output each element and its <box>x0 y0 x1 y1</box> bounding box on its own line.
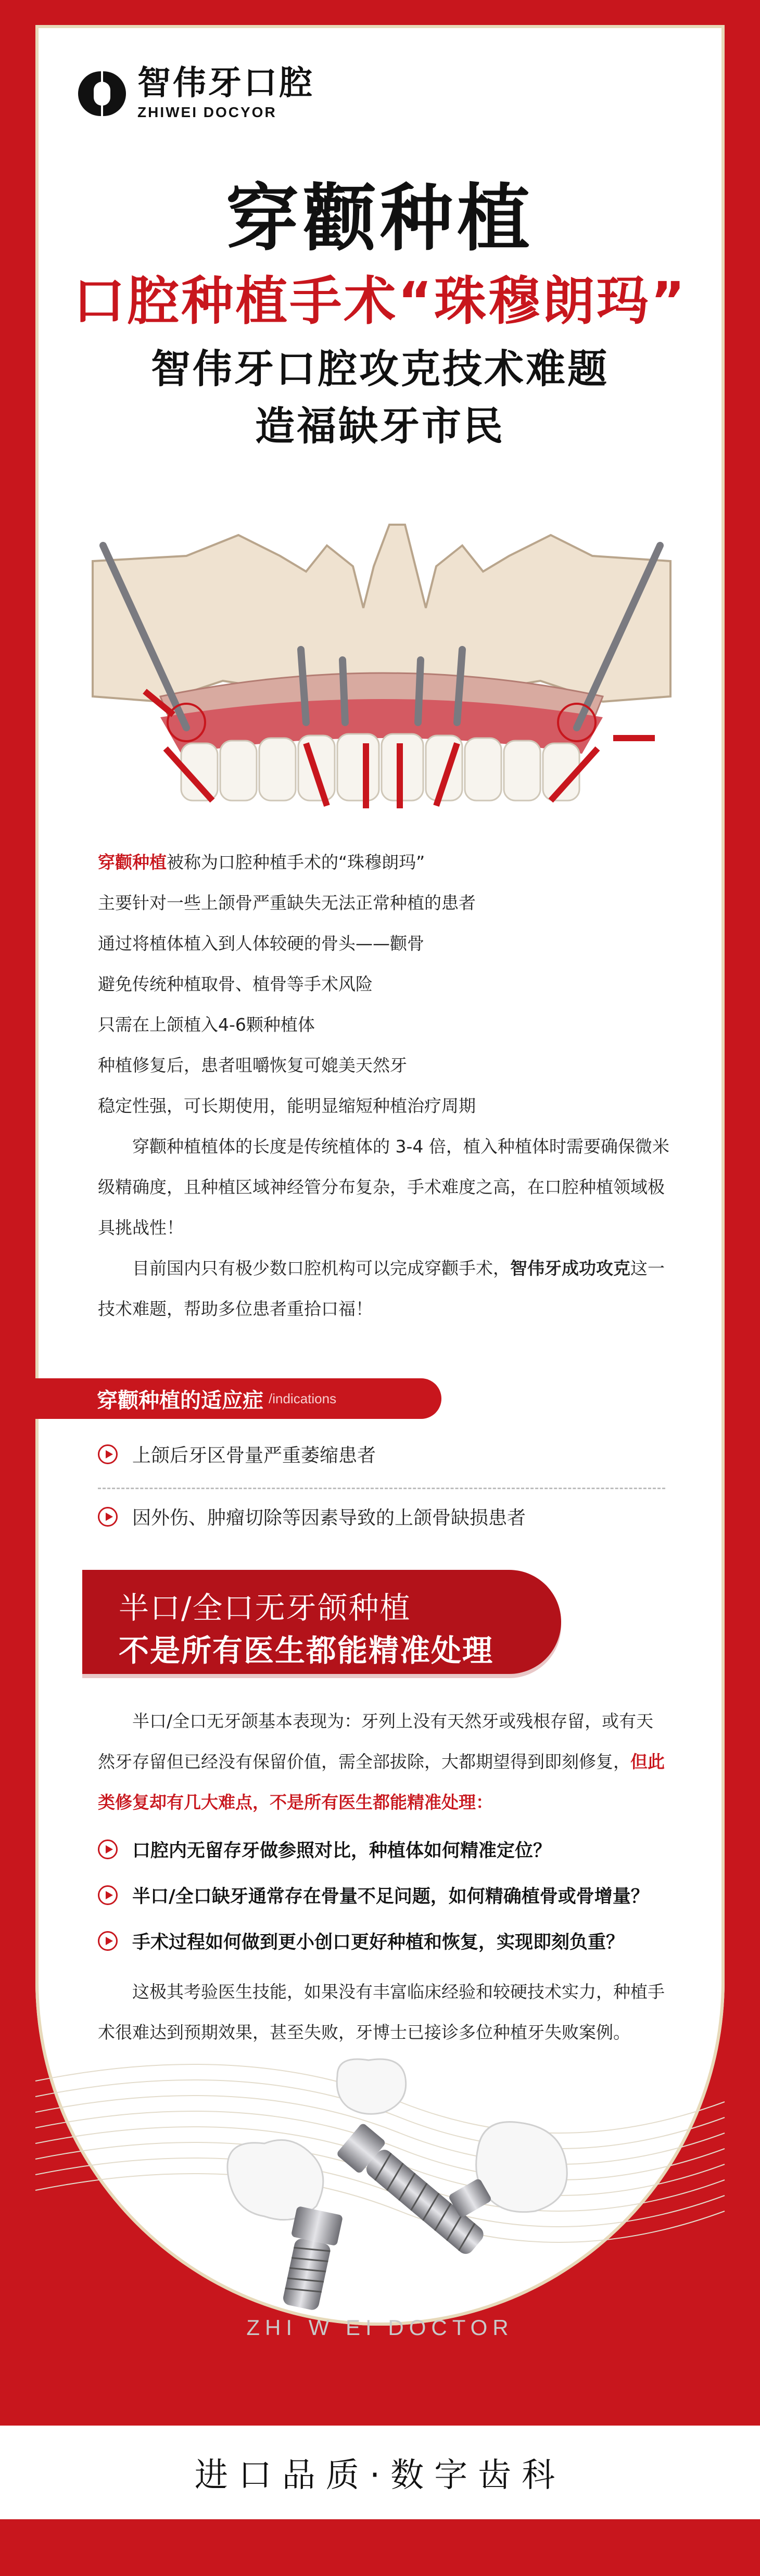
logo-en-text: ZHIWEI DOCYOR <box>137 104 277 120</box>
indication-text: 因外伤、肿瘤切除等因素导致的上颌骨缺损患者 <box>132 1507 526 1529</box>
section-title: 穿颧种植的适应症 <box>97 1388 263 1413</box>
intro-paragraph: 穿颧种植植体的长度是传统植体的 3-4 倍，植入种植体时需要确保微米级精确度，且种植区域神经管分布复杂，手术难度之高，在口腔种植领域极具挑战性！ <box>98 1136 669 1238</box>
paragraph-emphasis: 智伟牙成功攻克 <box>510 1258 630 1278</box>
intro-line: 避免传统种植取骨、植骨等手术风险 <box>98 974 373 994</box>
sub-title: 口腔种植手术“珠穆朗玛” <box>73 271 687 332</box>
footer-brand-en: ZHI W EI DOCTOR <box>246 2315 514 2340</box>
slogan-bar <box>0 2426 760 2519</box>
paragraph-text: 半口/全口无牙颌基本表现为：牙列上没有天然牙或残根存留，或有天然牙存留但已经没有保留价值，需全部拔除，大都期望得到即刻修复， <box>98 1711 654 1772</box>
section-subtitle: /indications <box>269 1390 337 1406</box>
headline-line-2: 造福缺牙市民 <box>255 403 505 449</box>
difficulty-paragraph <box>98 1701 670 1823</box>
banner-line-2: 不是所有医生都能精准处理 <box>119 1633 494 1668</box>
difficulty-item-text: 口腔内无留存牙做参照对比，种植体如何精准定位？ <box>132 1841 552 1861</box>
intro-line <box>98 842 670 883</box>
intro-line-text: 被称为口腔种植手术的“珠穆朗玛” <box>167 852 425 872</box>
difficulty-item-text: 手术过程如何做到更小创口更好种植和恢复，实现即刻负重？ <box>132 1932 625 1953</box>
headline-line-1: 智伟牙口腔攻克技术难题 <box>151 346 609 392</box>
slogan-text: 进口品质·数字齿科 <box>194 2456 566 2495</box>
difficulty-item <box>98 1836 551 1862</box>
indication-item <box>98 1503 526 1530</box>
intro-line: 主要针对一些上颌骨严重缺失无法正常种植的患者 <box>98 893 476 913</box>
play-bullet-icon <box>98 1507 118 1527</box>
indication-text: 上颌后牙区骨量严重萎缩患者 <box>132 1445 376 1466</box>
logo-cn-text: 智伟牙口腔 <box>137 64 314 103</box>
dashed-divider <box>98 1488 665 1489</box>
difficulty-text <box>98 1701 670 1823</box>
content-panel <box>35 25 725 2340</box>
closing-paragraph: 这极其考验医生技能，如果没有丰富临床经验和较硬技术实力，种植手术很难达到预期效果，甚至失败，牙博士已接诊多位种植牙失败案例。 <box>98 1982 665 2042</box>
dental-implants-illustration <box>207 2055 582 2326</box>
play-bullet-icon <box>98 1885 118 1905</box>
zygomatic-implant-illustration <box>82 525 681 816</box>
logo-icon <box>78 71 126 116</box>
paragraph-emphasis: 但此类修复却有几大难点，不是所有医生都能精准处理： <box>98 1752 665 1812</box>
difficulty-item-text: 半口/全口缺牙通常存在骨量不足问题，如何精确植骨或骨增量？ <box>132 1886 649 1907</box>
paragraph-text: 这一技术难题，帮助多位患者重拾口福！ <box>98 1258 665 1319</box>
indication-item <box>98 1441 376 1467</box>
intro-text <box>98 842 670 1329</box>
difficulty-item <box>98 1928 624 1954</box>
play-bullet-icon <box>98 1931 118 1951</box>
paragraph-text: 目前国内只有极少数口腔机构可以完成穿颧手术， <box>132 1258 510 1278</box>
highlight-term: 穿颧种植 <box>98 852 167 872</box>
indications-header <box>35 1378 441 1419</box>
intro-paragraph <box>98 1248 670 1329</box>
intro-line: 通过将植体植入到人体较硬的骨头——颧骨 <box>98 933 424 954</box>
intro-line: 只需在上颌植入4-6颗种植体 <box>98 1014 315 1035</box>
main-title: 穿颧种植 <box>225 176 534 261</box>
brand-logo <box>78 64 314 121</box>
difficulty-item <box>98 1882 649 1908</box>
play-bullet-icon <box>98 1839 118 1859</box>
intro-line: 稳定性强，可长期使用，能明显缩短种植治疗周期 <box>98 1096 476 1116</box>
intro-line: 种植修复后，患者咀嚼恢复可媲美天然牙 <box>98 1055 407 1075</box>
banner-line-1: 半口/全口无牙颌种植 <box>119 1590 411 1626</box>
full-arch-banner <box>82 1570 561 1674</box>
play-bullet-icon <box>98 1444 118 1464</box>
